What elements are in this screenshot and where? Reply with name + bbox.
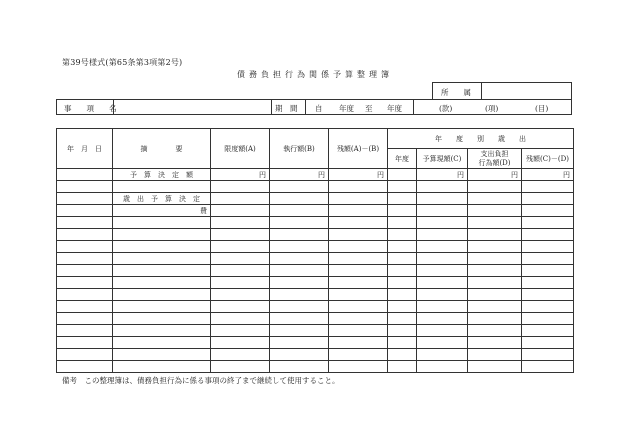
header-balance-ab: 残額(A)－(B): [329, 129, 388, 169]
affiliation-label: 所 属: [441, 88, 471, 97]
period-from-label: 自: [315, 104, 323, 113]
table-row: [57, 337, 574, 349]
form-number: 第39号様式(第65条第3項第2号): [62, 58, 183, 67]
header-limit: 限度額(A): [211, 129, 270, 169]
period-from-year-label: 年度: [339, 104, 354, 113]
table-row: [57, 301, 574, 313]
item-name-value[interactable]: [117, 103, 267, 113]
yen-unit: 円: [211, 169, 270, 181]
yen-unit: 円: [522, 169, 574, 181]
yen-unit: 円: [329, 169, 388, 181]
yen-unit: 円: [417, 169, 468, 181]
table-row: [57, 361, 574, 373]
kan-label: (款): [439, 104, 453, 113]
kou-label: (項): [485, 104, 499, 113]
info-row: [56, 99, 572, 115]
period-to-label: 至: [365, 104, 373, 113]
table-row: [57, 205, 574, 217]
row-expenditure-decision-2: 費: [113, 205, 211, 217]
header-expenditure-burden-line2: 行為額(D): [478, 158, 511, 167]
period-to-year-label: 年度: [387, 104, 402, 113]
table-row: [57, 277, 574, 289]
header-balance-cd: 残額(C)－(D): [522, 149, 574, 169]
header-summary: 摘 要: [113, 129, 211, 169]
form-title: 債務負担行為関係予算整理簿: [237, 70, 393, 79]
item-name-label: 事 項 名: [64, 104, 117, 113]
table-row: [57, 313, 574, 325]
header-year: 年度: [388, 149, 417, 169]
header-date: 年 月 日: [57, 129, 113, 169]
table-row: [57, 217, 574, 229]
affiliation-box: [432, 82, 572, 100]
header-budget-current: 予算現額(C): [417, 149, 468, 169]
moku-label: (目): [535, 104, 549, 113]
table-row: [57, 253, 574, 265]
note: 備考 この整理簿は、債務負担行為に係る事項の終了まで継続して使用すること。: [62, 376, 340, 385]
table-row: [57, 193, 574, 205]
header-yearly-group: 年 度 別 歳 出: [388, 129, 574, 149]
row-budget-decision: 予 算 決 定 額: [113, 169, 211, 181]
row-expenditure-decision-1: 歳 出 予 算 決 定: [113, 193, 211, 205]
table-row: [57, 241, 574, 253]
table-row: [57, 229, 574, 241]
table-row: [57, 265, 574, 277]
table-row: [57, 169, 574, 181]
header-expenditure-burden-line1: 支出負担: [480, 149, 509, 158]
table-row: [57, 349, 574, 361]
table-row: [57, 181, 574, 193]
header-expenditure-burden: [468, 149, 522, 169]
header-executed: 執行額(B): [270, 129, 329, 169]
table-row: [57, 325, 574, 337]
yen-unit: 円: [270, 169, 329, 181]
table-row: [57, 289, 574, 301]
period-label: 期 間: [275, 104, 298, 113]
register-table: [56, 128, 574, 373]
yen-unit: 円: [468, 169, 522, 181]
